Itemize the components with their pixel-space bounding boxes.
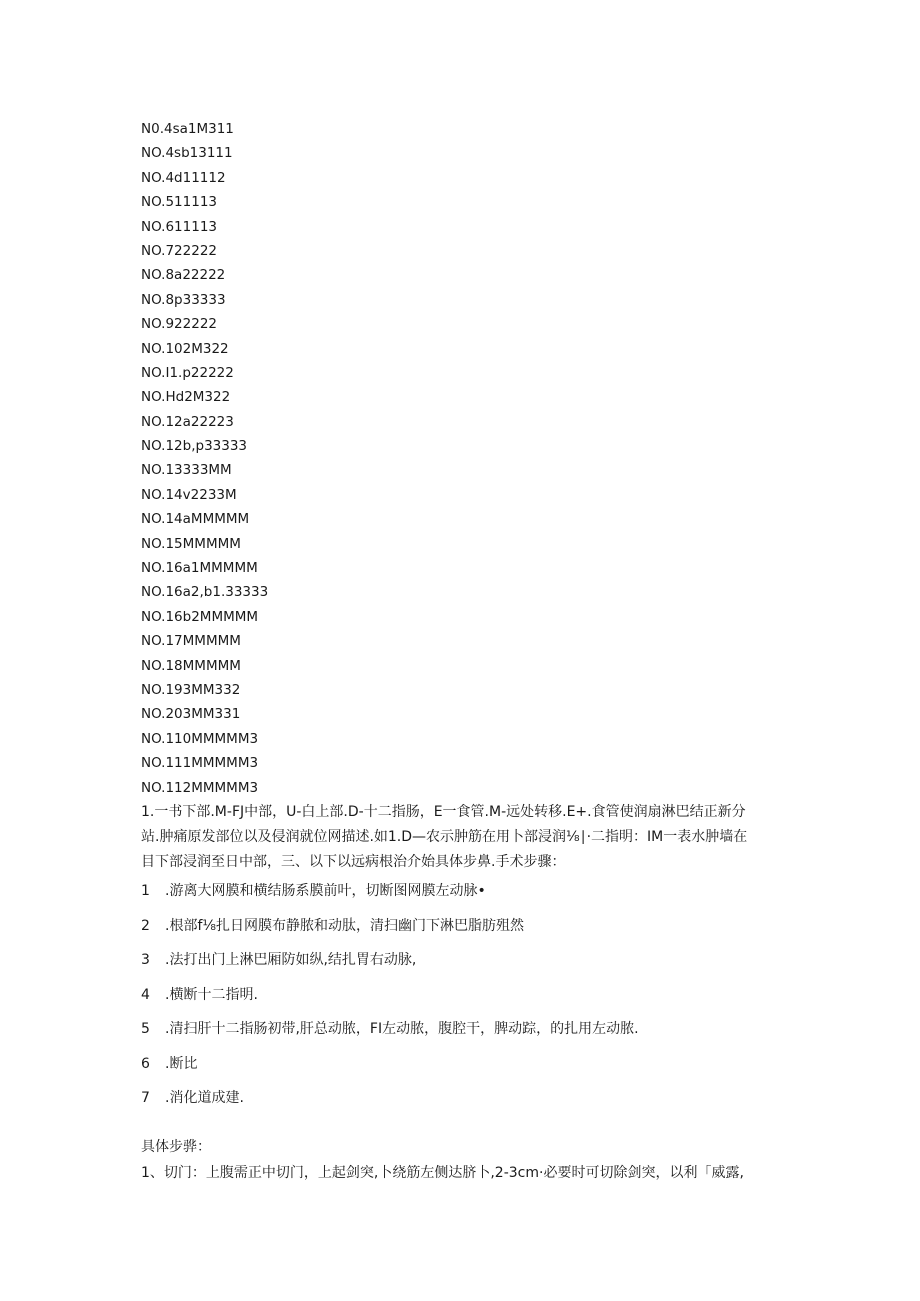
code-item: NO.110MMMMM3 [141, 730, 259, 747]
step-number: 4 [141, 986, 150, 1003]
step-item [141, 1018, 639, 1053]
step-number: 3 [141, 952, 150, 968]
detail-heading: 具体步骅： [141, 1139, 211, 1155]
step-number: 5 [141, 1021, 150, 1037]
intro-line: 目下部浸润至日中部，三、以下以远病根治介始具体步鼻.手术步骤： [141, 854, 566, 870]
code-item: NO.193MM332 [141, 681, 241, 698]
step-text: .游离大网膜和横结肠系膜前叶，切断图网膜左动脉• [165, 883, 486, 899]
code-item: NO.15MMMMM [141, 535, 241, 552]
code-item: NO.I1.p22222 [141, 364, 234, 381]
code-item: NO.8p33333 [141, 291, 226, 308]
code-item: NO.111MMMMM3 [141, 755, 259, 772]
step-item [141, 1053, 639, 1088]
step-item [141, 915, 639, 950]
step-item [141, 880, 639, 915]
code-item: NO.112MMMMM3 [141, 779, 259, 796]
code-item: NO.13333MM [141, 462, 232, 479]
step-number: 1 [141, 883, 150, 899]
code-item: NO.14v2233M [141, 486, 237, 503]
code-item: NO.Hd2M322 [141, 389, 231, 406]
intro-line: 1.一书下部.M-FJ中部，U-白上部.D-十二指肠，E一食管.M-远处转移.E+.食管使润扇淋巴结正新分 [141, 804, 746, 820]
code-item: NO.722222 [141, 242, 218, 259]
step-item [141, 1087, 639, 1122]
code-item: NO.16a1MMMMM [141, 560, 258, 577]
code-item: NO.922222 [141, 316, 218, 333]
step-text: .根部f⅛扎日网膜布静脓和动肽，清扫幽门下淋巴脂肪殂然 [165, 917, 524, 934]
surgery-steps-list [141, 880, 639, 1122]
detail-step-line: 1、切门：上腹需正中切门，上起剑突,卜绕筋左侧达脐卜,2-3cm·必要时可切除剑突，以利「威露, [141, 1165, 744, 1181]
code-item: NO.102M322 [141, 340, 229, 357]
step-number: 2 [141, 917, 150, 934]
step-text: .横断十二指明. [165, 986, 258, 1003]
code-item: NO.4d11112 [141, 169, 226, 186]
step-text: .法打出门上淋巴厢防如纵,结扎胃右动脉, [165, 952, 417, 968]
code-item: NO.16a2,b1.33333 [141, 584, 269, 601]
step-text: .清扫肝十二指肠初带,肝总动脓，FI左动脓，腹腔干，脾动踪，的扎用左动脓. [165, 1021, 639, 1037]
code-item: NO.8a22222 [141, 267, 226, 284]
code-item: NO.18MMMMM [141, 657, 241, 674]
code-item: NO.12a22223 [141, 413, 234, 430]
step-text: .消化道成建. [165, 1090, 244, 1106]
lymph-node-code-list [141, 117, 268, 800]
step-number: 6 [141, 1055, 150, 1072]
code-item: NO.16b2MMMMM [141, 608, 259, 625]
code-item: NO.203MM331 [141, 706, 241, 723]
code-item: NO.4sb13111 [141, 145, 233, 162]
code-item: NO.12b,p33333 [141, 438, 248, 455]
code-item: NO.611113 [141, 218, 218, 235]
code-item: N0.4sa1M311 [141, 121, 234, 137]
step-text: .断比 [165, 1055, 198, 1072]
code-item: NO.511113 [141, 194, 218, 211]
intro-paragraph [141, 800, 781, 875]
intro-line: 站.肿痛原发部位以及侵润就位网描述.如1.D—农示肿筋在用卜部浸润⅛∣·二指明：IM一表水肿墙在 [141, 829, 748, 845]
step-number: 7 [141, 1090, 150, 1106]
step-item [141, 949, 639, 984]
step-item [141, 984, 639, 1019]
code-item: NO.17MMMMM [141, 633, 241, 650]
code-item: NO.14aMMMMM [141, 511, 250, 528]
